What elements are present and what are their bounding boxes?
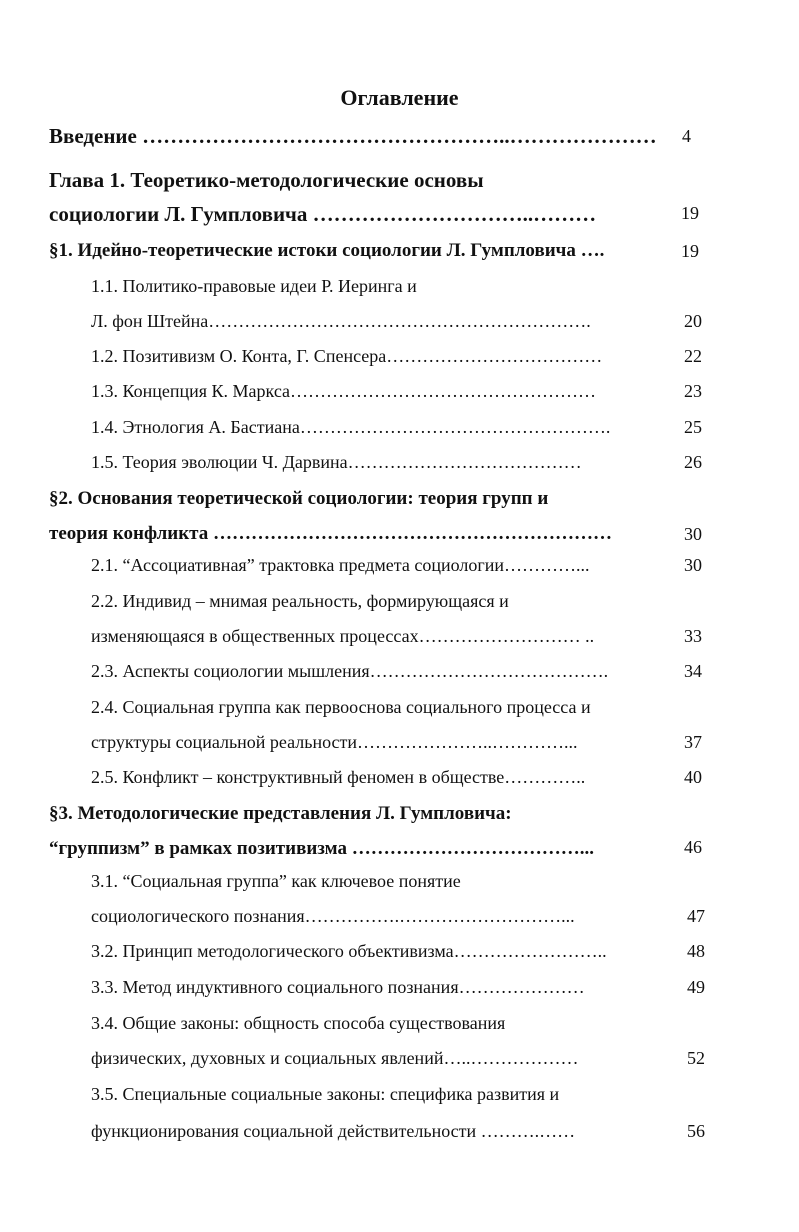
toc-page-2-4: 37 [684,732,702,752]
toc-entry-section2-line2: теория конфликта ……………………………………………………… [49,523,612,544]
toc-page-2-2: 33 [684,626,702,646]
toc-entry-section2-line1: §2. Основания теоретической социологии: теория групп и [49,488,549,509]
toc-entry-3-2: 3.2. Принцип методологического объективизма…………………….. [91,941,607,961]
toc-page-2-3: 34 [684,661,702,681]
toc-page-1-2: 22 [684,346,702,366]
toc-page-intro: 4 [682,126,691,146]
toc-entry-intro: Введение ……………………………………………..………………… [49,124,657,148]
toc-page-section2: 30 [684,524,702,544]
toc-entry-3-1-line2: социологического познания…………….………………………... [91,906,575,926]
toc-entry-2-2-line1: 2.2. Индивид – мнимая реальность, формирующаяся и [91,591,509,611]
toc-entry-section3-line1: §3. Методологические представления Л. Гумпловича: [49,803,512,824]
toc-page-3-3: 49 [687,977,705,997]
toc-page-1-1: 20 [684,311,702,331]
toc-entry-section3-line2: “группизм” в рамках позитивизма ………………………………... [49,838,594,859]
toc-entry-3-4-line2: физических, духовных и социальных явлений…..……………… [91,1048,579,1068]
toc-entry-1-5: 1.5. Теория эволюции Ч. Дарвина………………………………… [91,452,582,472]
toc-entry-1-1-line1: 1.1. Политико-правовые идеи Р. Иеринга и [91,276,417,296]
toc-entry-1-2: 1.2. Позитивизм О. Конта, Г. Спенсера……………………………… [91,346,603,366]
toc-entry-1-1-line2: Л. фон Штейна………………………………………………………. [91,311,591,331]
toc-page-1-5: 26 [684,452,702,472]
toc-entry-chapter1-line1: Глава 1. Теоретико-методологические основы [49,168,484,192]
toc-page-3-5: 56 [687,1121,705,1141]
toc-entry-2-1: 2.1. “Ассоциативная” трактовка предмета социологии…………... [91,555,590,575]
page-title: Оглавление [340,85,459,110]
toc-entry-2-2-line2: изменяющаяся в общественных процессах……………………… .. [91,626,595,646]
toc-page-3-1: 47 [687,906,705,926]
toc-page-chapter1: 19 [681,203,699,223]
toc-entry-3-5-line1: 3.5. Специальные социальные законы: специфика развития и [91,1084,560,1104]
toc-entry-1-3: 1.3. Концепция К. Маркса…………………………………………… [91,381,597,401]
toc-entry-section1: §1. Идейно-теоретические истоки социологии Л. Гумпловича …. [49,240,605,261]
toc-page-1-3: 23 [684,381,702,401]
toc-entry-3-1-line1: 3.1. “Социальная группа” как ключевое понятие [91,871,461,891]
toc-entry-2-4-line1: 2.4. Социальная группа как первооснова социального процесса и [91,697,591,717]
toc-page-2-1: 30 [684,555,702,575]
toc-entry-chapter1-line2: социологии Л. Гумпловича …………………………..……… [49,202,597,226]
toc-page-3-2: 48 [687,941,705,961]
toc-entry-3-3: 3.3. Метод индуктивного социального познания………………… [91,977,585,997]
toc-page-section1: 19 [681,241,699,261]
toc-page-2-5: 40 [684,767,702,787]
toc-entry-3-4-line1: 3.4. Общие законы: общность способа существования [91,1013,506,1033]
toc-entry-2-4-line2: структуры социальной реальности…………………..…………... [91,732,578,752]
toc-entry-3-5-line2: функционирования социальной действительности ……….…… [91,1121,576,1141]
toc-page-1-4: 25 [684,417,702,437]
toc-entry-2-5: 2.5. Конфликт – конструктивный феномен в обществе………….. [91,767,586,787]
toc-entry-2-3: 2.3. Аспекты социологии мышления…………………………………. [91,661,609,681]
toc-entry-1-4: 1.4. Этнология А. Бастиана……………………………………………. [91,417,611,437]
toc-page-section3: 46 [684,837,702,857]
toc-page-3-4: 52 [687,1048,705,1068]
